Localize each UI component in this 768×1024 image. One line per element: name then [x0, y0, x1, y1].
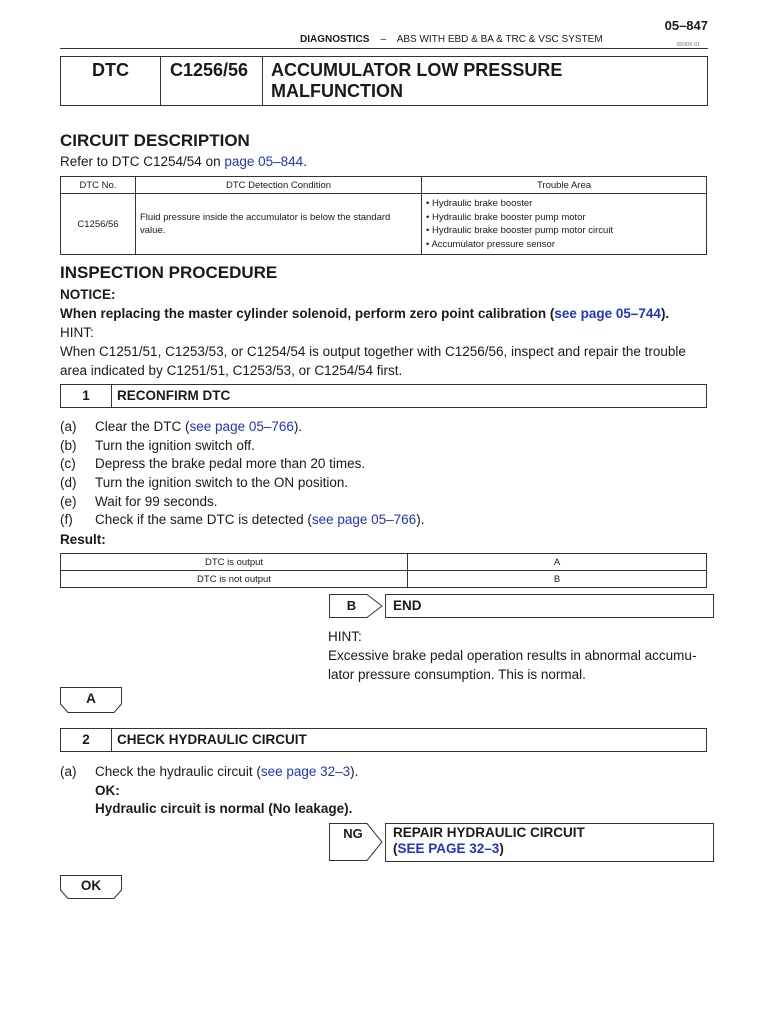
- dtc-title: [271, 57, 701, 108]
- step-1-number: 1: [61, 385, 112, 407]
- table-row: [61, 571, 707, 588]
- dtc-title-box: [60, 56, 708, 106]
- trouble-area-cell: [422, 194, 707, 255]
- dtc-table: [60, 176, 707, 255]
- page-number: 05–847: [664, 18, 708, 33]
- result-condition-cell: DTC is not output: [61, 571, 408, 588]
- step-2-box: [60, 728, 707, 752]
- header-rule: [60, 48, 708, 49]
- notice-text: When replacing the master cylinder solenoid, perform zero point calibration (see page 05–744).: [60, 306, 670, 321]
- step-1-hint-text: Excessive brake pedal operation results in abnormal accumu- lator pressure consumption. This is normal.: [328, 648, 697, 682]
- hydraulic-circuit-link[interactable]: see page 32–3: [260, 764, 351, 779]
- dtc-label: DTC: [61, 57, 161, 105]
- detection-header: DTC Detection Condition: [136, 177, 422, 194]
- result-b-tag: B: [329, 594, 384, 618]
- repair-box: [385, 823, 714, 862]
- dtc-title-line1: ACCUMULATOR LOW PRESSURE: [271, 60, 563, 80]
- dtc-code: C1256/56: [162, 57, 263, 105]
- notice-label: NOTICE:: [60, 287, 116, 302]
- inspection-hint-text: When C1251/51, C1253/53, or C1254/54 is output together with C1256/56, inspect and repair the trouble area indicated by C1251/51, C1253/53, or C1254/54 first.: [60, 344, 686, 378]
- trouble-area-item: • Hydraulic brake booster: [426, 198, 533, 209]
- result-label: Result:: [60, 532, 106, 547]
- step-1-hint-label: HINT:: [328, 629, 362, 644]
- step-2-number: 2: [61, 729, 112, 751]
- dtc-title-line2: MALFUNCTION: [271, 81, 403, 101]
- step-2-label: CHECK HYDRAULIC CIRCUIT: [117, 732, 307, 747]
- header-dash: –: [380, 34, 387, 45]
- ok-tag: OK: [60, 875, 122, 899]
- dtc-table-row: [61, 194, 707, 255]
- detection-cell: Fluid pressure inside the accumulator is below the standard value.: [136, 194, 422, 255]
- circuit-description-heading: CIRCUIT DESCRIPTION: [60, 131, 250, 150]
- refer-page-link[interactable]: page 05–844: [224, 154, 304, 169]
- result-table: [60, 553, 707, 588]
- trouble-area-header: Trouble Area: [422, 177, 707, 194]
- step-1-box: [60, 384, 707, 408]
- repair-page-link[interactable]: SEE PAGE 32–3: [397, 841, 500, 856]
- inspection-heading: INSPECTION PROCEDURE: [60, 263, 278, 282]
- end-label: END: [393, 598, 422, 613]
- result-code-cell: B: [408, 571, 707, 588]
- dtc-no-cell: C1256/56: [61, 194, 136, 255]
- trouble-area-item: • Accumulator pressure sensor: [426, 238, 555, 250]
- clear-dtc-link[interactable]: see page 05–766: [189, 419, 294, 434]
- result-a-tag: A: [60, 687, 122, 713]
- result-code-cell: A: [408, 554, 707, 571]
- repair-action: REPAIR HYDRAULIC CIRCUIT: [393, 825, 585, 840]
- repair-reference: (SEE PAGE 32–3): [393, 841, 504, 856]
- table-row: [61, 554, 707, 571]
- trouble-area-item: • Hydraulic brake booster pump motor: [426, 211, 586, 223]
- header-code: 05NDK-01: [676, 42, 700, 48]
- notice-page-link[interactable]: see page 05–744: [554, 306, 661, 321]
- result-condition-cell: DTC is output: [61, 554, 408, 571]
- ng-tag: NG: [329, 823, 384, 861]
- header-section: DIAGNOSTICS: [300, 34, 370, 45]
- running-header: [60, 34, 708, 48]
- header-system: ABS WITH EBD & BA & TRC & VSC SYSTEM: [396, 34, 603, 45]
- dtc-table-header: [61, 177, 707, 194]
- trouble-area-item: • Hydraulic brake booster pump motor circuit: [426, 225, 614, 236]
- inspection-hint-label: HINT:: [60, 325, 94, 340]
- dtc-no-header: DTC No.: [61, 177, 136, 194]
- check-dtc-link[interactable]: see page 05–766: [311, 512, 417, 528]
- end-box: [385, 594, 714, 618]
- refer-line: Refer to DTC C1254/54 on page 05–844.: [60, 154, 307, 169]
- step-1-label: RECONFIRM DTC: [117, 388, 231, 403]
